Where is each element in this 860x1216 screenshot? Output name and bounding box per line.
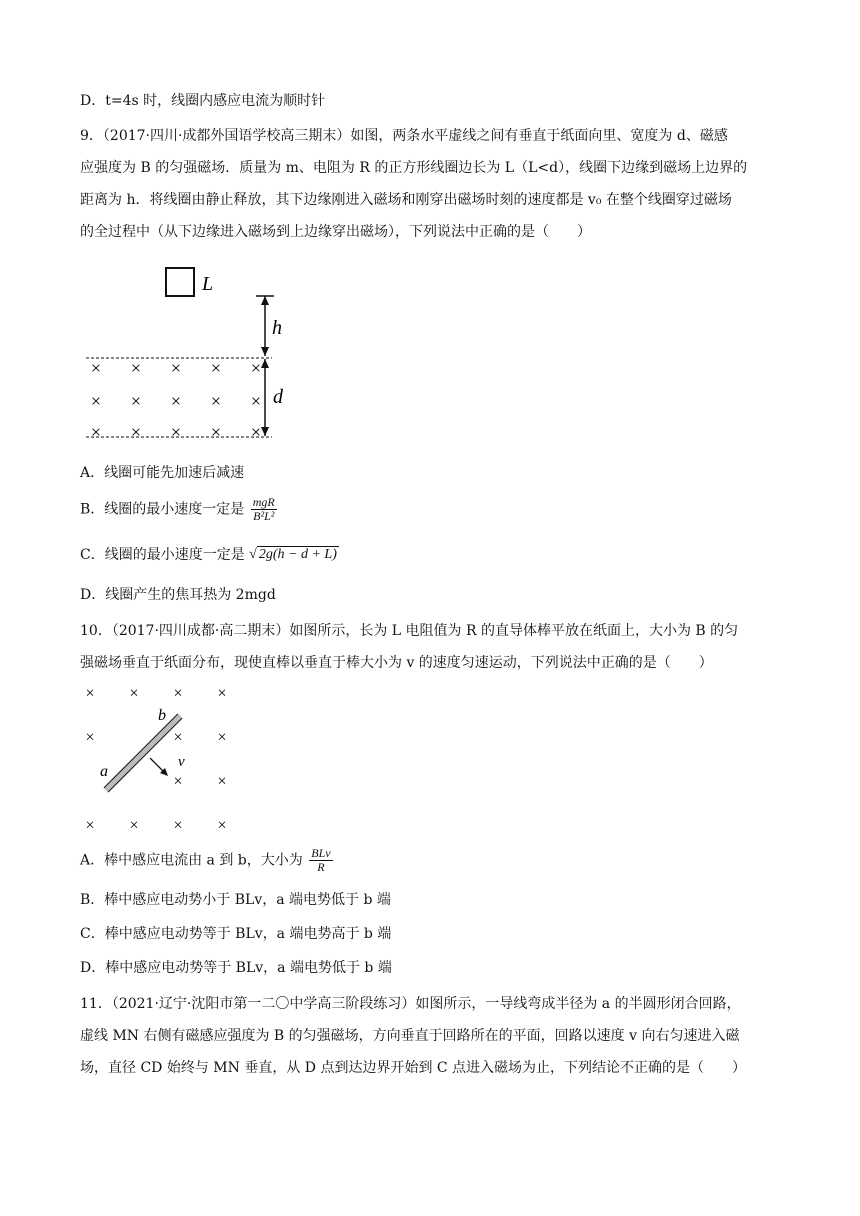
field-cross: × [173, 729, 183, 746]
field-cross: × [217, 773, 227, 790]
q9-stem-line-1: 9．（2017·四川·成都外国语学校高三期末）如图，两条水平虚线之间有垂直于纸面向里、宽度为 d、磁感 [80, 128, 728, 144]
q8-option-d: D．t=4s 时，线圈内感应电流为顺时针 [80, 93, 326, 109]
q9-option-b-fraction [251, 496, 277, 523]
label-d: d [273, 386, 283, 408]
q10-stem-line-2: 强磁场垂直于纸面分布，现使直棒以垂直于棒大小为 v 的速度匀速运动，下列说法中正确的是（ ） [80, 655, 713, 671]
q10-option-d: D．棒中感应电动势等于 BLv，a 端电势低于 b 端 [80, 960, 392, 976]
field-cross: × [130, 422, 142, 442]
q9-option-d: D．线圈产生的焦耳热为 2mgd [80, 587, 276, 603]
field-cross: × [210, 358, 222, 378]
field-cross: × [217, 685, 227, 702]
field-cross: × [210, 422, 222, 442]
field-cross: × [217, 817, 227, 834]
field-cross: × [217, 729, 227, 746]
d-arrow-down [261, 427, 269, 436]
field-crosses [85, 685, 226, 834]
field-cross: × [85, 817, 95, 834]
h-arrow-up [261, 296, 269, 305]
fraction-numerator: BLv [311, 846, 331, 860]
q9-option-b-text: B．线圈的最小速度一定是 [80, 501, 245, 518]
field-cross: × [129, 817, 139, 834]
field-cross: × [250, 391, 262, 411]
field-cross: × [250, 358, 262, 378]
field-cross: × [85, 729, 95, 746]
field-cross: × [90, 358, 102, 378]
q9-option-a: A．线圈可能先加速后减速 [80, 465, 245, 481]
q10-option-a-text: A．棒中感应电流由 a 到 b，大小为 [80, 852, 303, 869]
q11-stem-line-2: 虚线 MN 右侧有磁感应强度为 B 的匀强磁场，方向垂直于回路所在的平面，回路以速度 v 向右匀速进入磁 [80, 1028, 740, 1044]
q10-option-b: B．棒中感应电动势小于 BLv，a 端电势低于 b 端 [80, 892, 391, 908]
q9-figure [80, 258, 320, 443]
q9-stem-line-3: 距离为 h．将线圈由静止释放，其下边缘刚进入磁场和刚穿出磁场时刻的速度都是 v₀ 在整个线圈穿过磁场 [80, 192, 732, 208]
field-cross: × [130, 358, 142, 378]
field-cross: × [173, 817, 183, 834]
q10-figure [78, 678, 248, 838]
field-cross: × [173, 685, 183, 702]
q10-option-c: C．棒中感应电动势等于 BLv，a 端电势高于 b 端 [80, 926, 392, 942]
coil-square [166, 268, 194, 296]
q11-stem-line-1: 11．（2021·辽宁·沈阳市第一二〇中学高三阶段练习）如图所示，一导线弯成半径为 a 的半圆形闭合回路， [80, 996, 741, 1012]
q10-option-a-fraction [309, 847, 332, 874]
label-b: b [158, 707, 166, 724]
h-arrow-down [261, 347, 269, 356]
label-a: a [100, 763, 108, 780]
field-cross: × [90, 391, 102, 411]
field-cross: × [90, 422, 102, 442]
q9-option-b [80, 496, 277, 523]
q9-option-c-text: C．线圈的最小速度一定是 [80, 547, 245, 563]
field-cross: × [170, 391, 182, 411]
q9-stem-line-2: 应强度为 B 的匀强磁场．质量为 m、电阻为 R 的正方形线圈边长为 L（L<d），线圈下边缘到磁场上边界的 [80, 160, 748, 176]
fraction-denominator: R [317, 860, 325, 874]
field-cross: × [130, 391, 142, 411]
field-cross: × [173, 773, 183, 790]
field-cross: × [85, 685, 95, 702]
field-cross: × [250, 422, 262, 442]
label-l: L [202, 273, 214, 295]
q10-stem-line-1: 10．（2017·四川成都·高二期末）如图所示，长为 L 电阻值为 R 的直导体棒平放在纸面上，大小为 B 的匀 [80, 623, 739, 639]
q11-stem-line-3: 场，直径 CD 始终与 MN 垂直，从 D 点到达边界开始到 C 点进入磁场为止，下列结论不正确的是（ ） [80, 1060, 747, 1076]
label-v: v [178, 754, 185, 770]
fraction-numerator: mgR [252, 495, 275, 509]
field-cross: × [170, 358, 182, 378]
field-crosses [91, 358, 261, 442]
rod-fill [106, 716, 183, 790]
field-cross: × [129, 685, 139, 702]
sqrt-radicand: 2g(h − d + L) [258, 547, 337, 562]
q9-option-c [80, 546, 339, 564]
fraction-denominator: B²L² [253, 509, 275, 523]
q9-stem-line-4: 的全过程中（从下边缘进入磁场到上边缘穿出磁场），下列说法中正确的是（ ） [80, 224, 591, 240]
d-arrow-up [261, 359, 269, 368]
label-h: h [272, 317, 282, 339]
sqrt-expression: √ 2g(h − d + L) [249, 547, 337, 562]
field-cross: × [210, 391, 222, 411]
field-cross: × [170, 422, 182, 442]
q10-option-a [80, 847, 333, 874]
